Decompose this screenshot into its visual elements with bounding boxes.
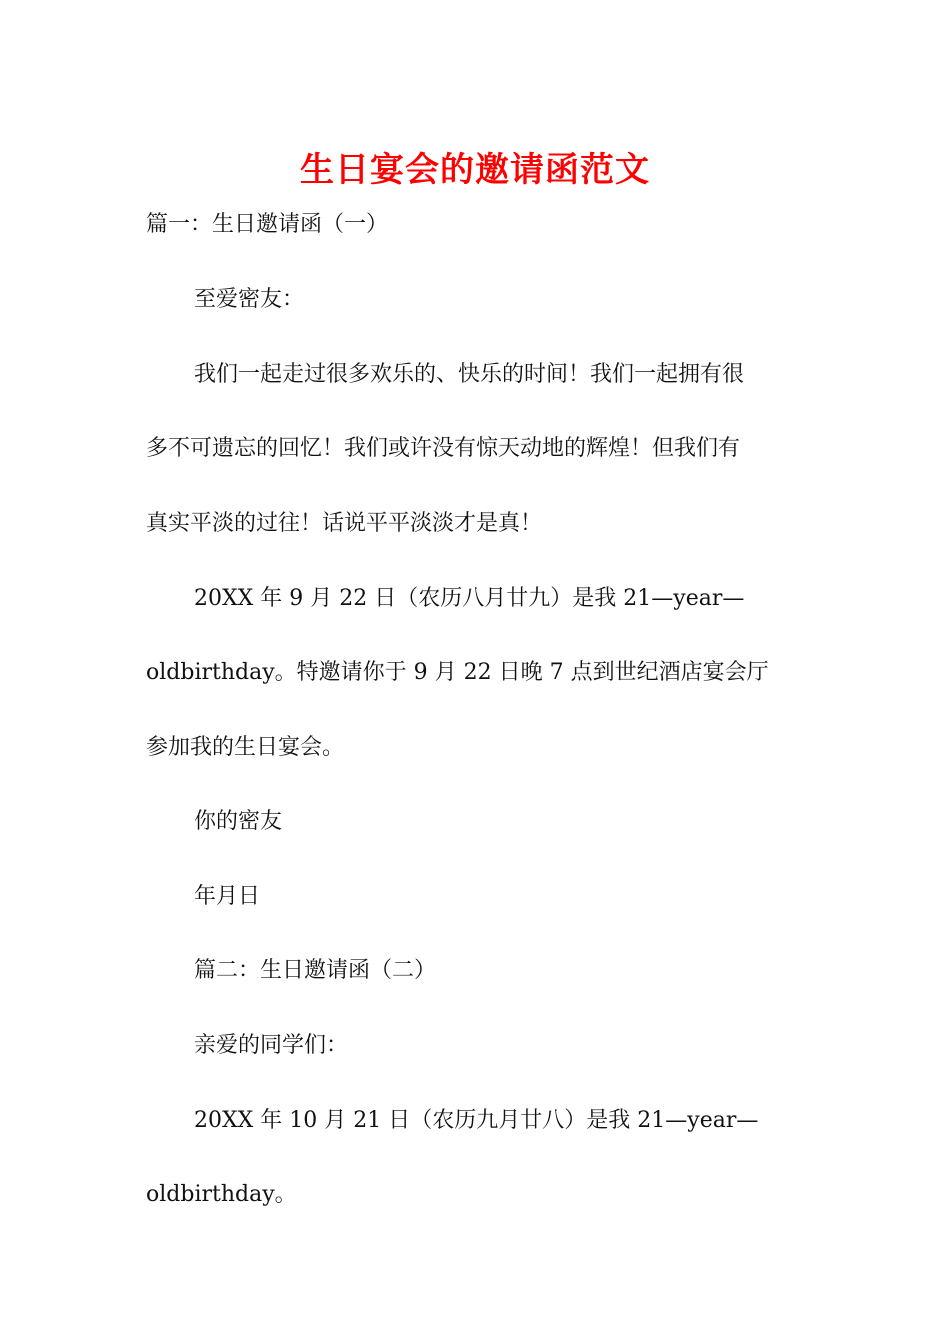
paragraph-line: oldbirthday。特邀请你于 9 月 22 日晚 7 点到世纪酒店宴会厅 [146,660,769,685]
paragraph-line: 20XX 年 9 月 22 日（农历八月廿九）是我 21—year— [194,586,745,611]
paragraph-line: 参加我的生日宴会。 [146,735,345,760]
date-line: 年月日 [194,884,261,909]
signature: 你的密友 [194,809,283,834]
document-title: 生日宴会的邀请函范文 [300,150,650,190]
paragraph-line: 20XX 年 10 月 21 日（农历九月廿八）是我 21—year— [194,1108,759,1133]
section-heading-2: 篇二：生日邀请函（二） [194,958,437,983]
paragraph-line: 真实平淡的过往！话说平平淡淡才是真！ [146,511,543,536]
paragraph-line: oldbirthday。 [146,1182,297,1207]
salutation-1: 至爱密友： [194,287,305,312]
salutation-2: 亲爱的同学们： [194,1033,349,1058]
paragraph-line: 多不可遗忘的回忆！我们或许没有惊天动地的辉煌！但我们有 [146,436,741,461]
section-heading-1: 篇一：生日邀请函（一） [146,212,389,237]
paragraph-line: 我们一起走过很多欢乐的、快乐的时间！我们一起拥有很 [194,362,745,387]
